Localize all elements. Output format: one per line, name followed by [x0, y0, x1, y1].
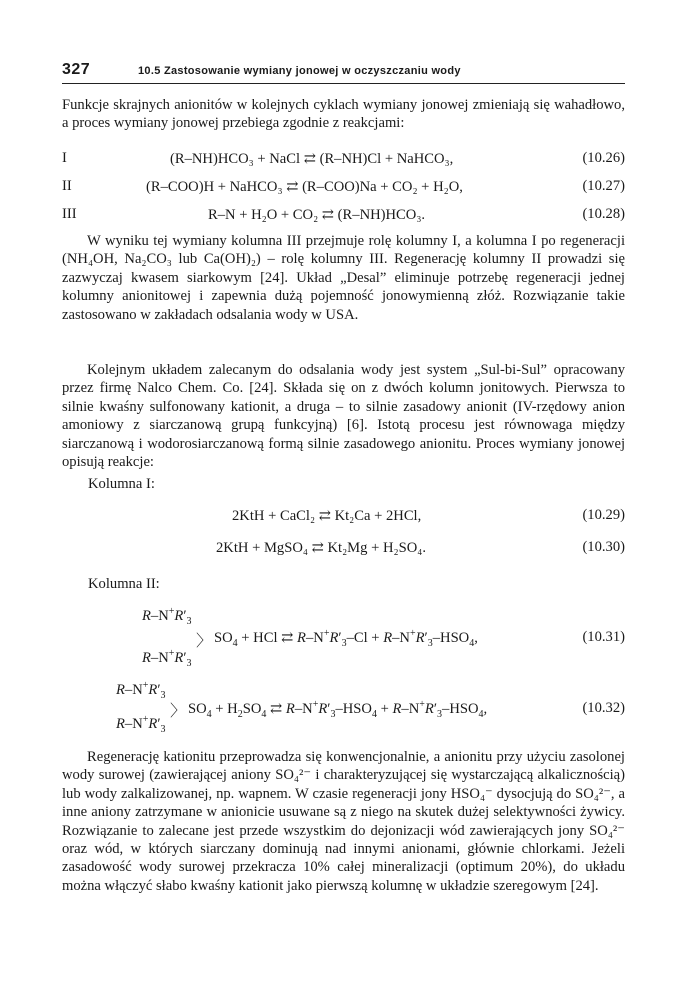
equation-number: (10.28) [582, 206, 625, 222]
label-kolumna-2: Kolumna II: [88, 576, 160, 592]
equation-roman-label: III [62, 206, 77, 222]
paragraph-sul-bi-sul: Kolejnym układem zalecanym do odsalania wody jest system „Sul-bi-Sul” opracowany przez firmę Nalco Chem. Co. [24]. Składa się on z dwóch kolumn jonitowych. Pierwsza to silnie kwaśny sulfonowany kationit, a druga – to silnie zasadowy anionit (IV-rzędowy anion amoniowy z siarczanową grupą funkcyjną) [6]. Istotą procesu jest równowaga między siarczanową i wodorosiarczanową formą silnie zasadowego anionitu. Proces wymiany jonowej opisują reakcje: [62, 362, 625, 471]
equation-fragment: $SO_4$ + HCl ⇄ $R-N^+R'_3-Cl + R-N^+R'_3-HSO_4$, [214, 628, 478, 649]
equation-number: (10.29) [582, 507, 625, 523]
equation-roman-label: I [62, 150, 67, 166]
label-kolumna-1: Kolumna I: [88, 476, 155, 492]
equation-10-28: R–N + H₂O + CO₂ ⇄ (R–NH)HCO₃. [208, 207, 426, 223]
equation-fragment: $SO_4 + H_2SO_4$ ⇄ $R-N^+R'_3-HSO_4 + R-N^+R'_3-HSO_4$, [188, 699, 488, 720]
equation-number: (10.30) [582, 539, 625, 555]
paragraph-regeneration: Regenerację kationitu przeprowadza się konwencjonalnie, a anionitu przy użyciu zasolonej wody surowej (zawierającej aniony SO₄²⁻ i charakteryzującej się wystarczającą alkalicznością) lub wody zalkalizowanej, np. wapnem. W czasie regeneracji jony HSO₄⁻ dysocjują do SO₄²⁻, a inne aniony zatrzymane w anionicie usuwane są z niego na skutek dużej selektywności żywicy. Rozwiązanie to zalecane jest przede wszystkim do dejonizacji wód zawierających jony SO₄²⁻ oraz wód, w których siarczany dominują nad innymi anionami, głównie chlorkami. Jeżeli zasadowość wody surowej przekracza 10% całej mineralizacji (optimum 20%), do układu można włączyć słabo kwaśny kationit jako pierwszą kolumnę w układzie szeregowym [24]. [62, 749, 625, 894]
running-header [62, 61, 625, 84]
equation-10-27: (R–COO)H + NaHCO₃ ⇄ (R–COO)Na + CO₂ + H₂O, [146, 179, 463, 195]
equation-fragment: $R-N^+R'_3$ [116, 714, 166, 735]
equation-number: (10.31) [582, 629, 625, 645]
paragraph-intro: Funkcje skrajnych anionitów w kolejnych cyklach wymiany jonowej zmieniają się wahadłowo, a proces wymiany jonowej przebiega zgodnie z reakcjami: [62, 97, 625, 132]
equation-10-26: (R–NH)HCO₃ + NaCl ⇄ (R–NH)Cl + NaHCO₃, [170, 151, 454, 167]
equation-10-30: 2KtH + MgSO₄ ⇄ Kt₂Mg + H₂SO₄. [216, 540, 426, 556]
equation-number: (10.32) [582, 700, 625, 716]
bracket-glyph: 〉 [196, 633, 213, 650]
equation-number: (10.27) [582, 178, 625, 194]
paragraph-desal: W wyniku tej wymiany kolumna III przejmuje rolę kolumny I, a kolumna I po regeneracji (NH₄OH, Na₂CO₃ lub Ca(OH)₂) – rolę kolumny III. Regenerację kolumny II prowadzi się zazwyczaj kwasem siarkowym [24]. Układ „Desal” eliminuje potrzebę regeneracji jednej kolumny anionitowej i zapewnia dużą pojemność jonowymienną złóż. Rozwiązanie takie zastosowano w zakładach odsalania wody w USA. [62, 233, 625, 323]
equation-number: (10.26) [582, 150, 625, 166]
equation-fragment: $R-N^+R'_3$ [142, 606, 192, 627]
bracket-glyph: 〉 [170, 703, 187, 720]
equation-10-29: 2KtH + CaCl₂ ⇄ Kt₂Ca + 2HCl, [232, 508, 422, 524]
section-title: 10.5 Zastosowanie wymiany jonowej w oczyszczaniu wody [138, 65, 461, 77]
page-number: 327 [62, 61, 91, 78]
equation-fragment: $R-N^+R'_3$ [116, 680, 166, 701]
equation-roman-label: II [62, 178, 72, 194]
equation-fragment: $R-N^+R'_3$ [142, 648, 192, 669]
